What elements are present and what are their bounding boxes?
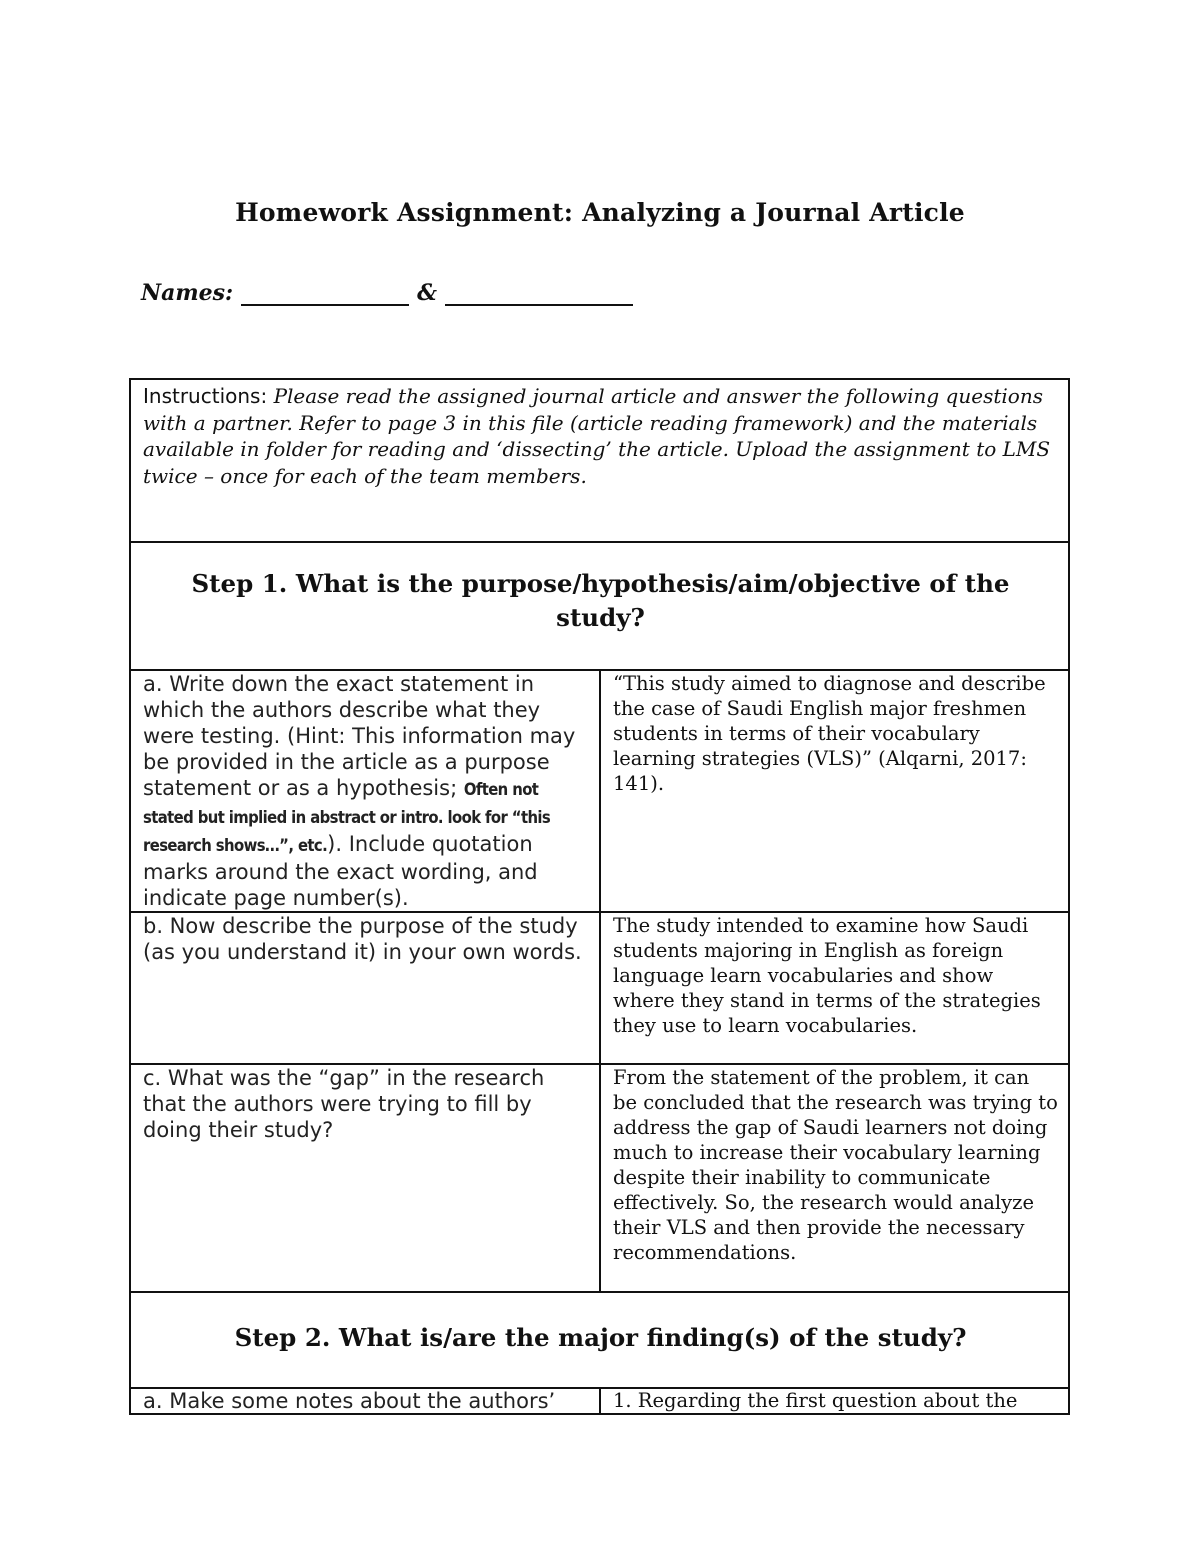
step1-heading-row bbox=[130, 542, 1069, 670]
answer-cell-c[interactable]: From the statement of the problem, it can be concluded that the research was trying to address the gap of Saudi learners not doing much to increase their vocabulary learning despite their inability to communicate effectively. So, the research would analyze their VLS and then provide the necessary recommendations. bbox=[600, 1064, 1069, 1292]
table-row bbox=[130, 1064, 1069, 1292]
answer-cell-b[interactable]: The study intended to examine how Saudi students majoring in English as foreign language learn vocabularies and show where they stand in terms of the strategies they use to learn vocabularies. bbox=[600, 912, 1069, 1064]
question-a-text-1: a. Write down the exact statement in which the authors describe what they were testing. (Hint: This information may be provided in the article as a purpose statement or as a hypothesis; bbox=[143, 672, 576, 800]
step2-heading-row bbox=[130, 1292, 1069, 1388]
question-cell-a bbox=[130, 670, 600, 912]
names-ampersand: & bbox=[417, 280, 438, 306]
document-title: Homework Assignment: Analyzing a Journal Article bbox=[235, 198, 965, 227]
answer-cell-a[interactable]: “This study aimed to diagnose and describe the case of Saudi English major freshmen students in terms of their vocabulary learning strategies (VLS)” (Alqarni, 2017: 141). bbox=[600, 670, 1069, 912]
instructions-row bbox=[130, 379, 1069, 542]
instructions-label: Instructions: bbox=[143, 384, 268, 408]
table-row bbox=[130, 912, 1069, 1064]
question-cell-step2-a: a. Make some notes about the authors’ bbox=[130, 1388, 600, 1414]
question-cell-c: c. What was the “gap” in the research that the authors were trying to fill by doing their study? bbox=[130, 1064, 600, 1292]
name-blank-2[interactable] bbox=[445, 280, 633, 306]
question-a-text-2: ). Include quotation marks around the exact wording, and indicate page number(s). bbox=[143, 832, 538, 910]
answer-cell-step2-a[interactable]: 1. Regarding the first question about the bbox=[600, 1388, 1069, 1414]
instructions-text: Please read the assigned journal article and answer the following questions with a partner. Refer to page 3 in this file (article reading framework) and the materials available in folder for reading and ‘dissecting’ the article. Upload the assignment to LMS twice – once for each of the team members. bbox=[143, 384, 1051, 488]
question-a-hint: Often not stated but implied in abstract or intro. look for “this research shows…”, etc. bbox=[143, 780, 551, 855]
step2-heading: Step 2. What is/are the major finding(s) of the study? bbox=[130, 1292, 1069, 1388]
names-label: Names: bbox=[141, 280, 234, 306]
table-row bbox=[130, 1388, 1069, 1414]
step1-heading: Step 1. What is the purpose/hypothesis/aim/objective of the study? bbox=[130, 542, 1069, 670]
question-cell-b: b. Now describe the purpose of the study (as you understand it) in your own words. bbox=[130, 912, 600, 1064]
names-line bbox=[141, 280, 633, 306]
name-blank-1[interactable] bbox=[241, 280, 409, 306]
assignment-table bbox=[129, 378, 1070, 1415]
instructions-cell bbox=[130, 379, 1069, 542]
table-row bbox=[130, 670, 1069, 912]
